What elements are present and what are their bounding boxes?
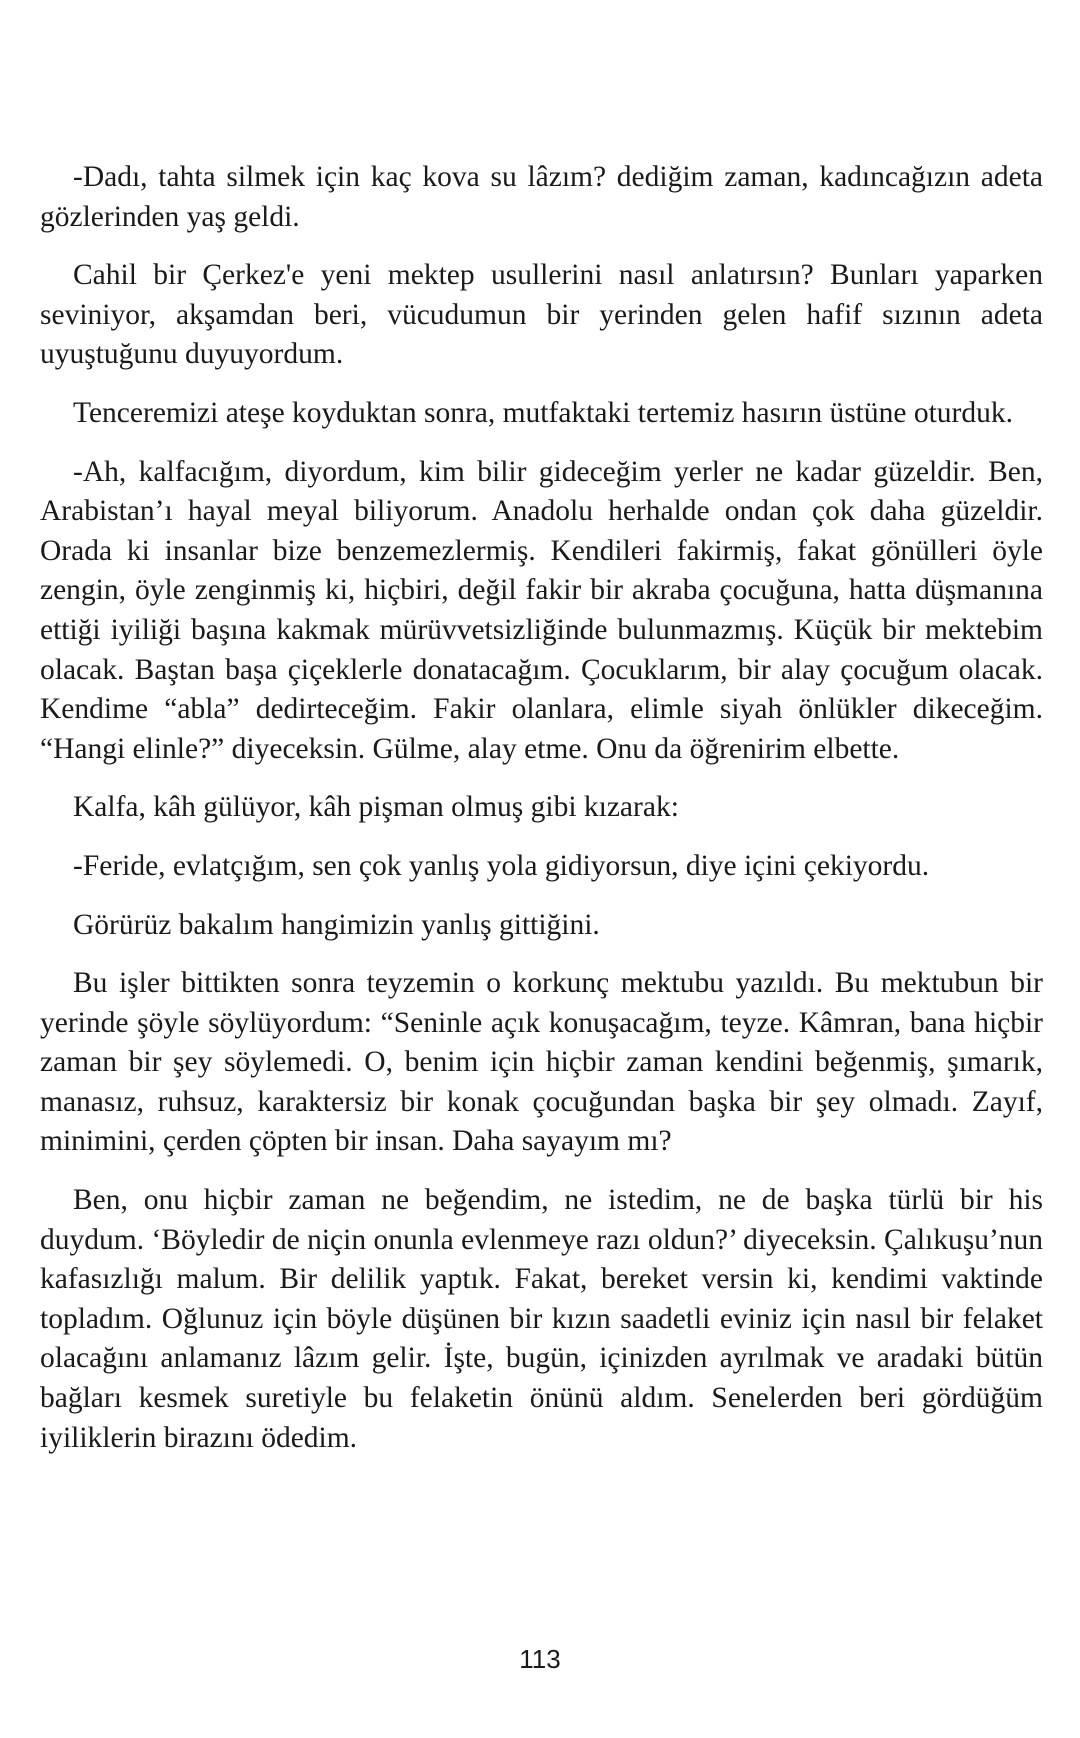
paragraph-2: Cahil bir Çerkez'e yeni mektep usullerini nasıl anlatırsın? Bunları yaparken seviniyor, akşamdan beri, vücudumun bir yerinden gelen hafif sızının adeta uyuştuğunu duyuyordum. — [40, 259, 1043, 371]
paragraph-8: Bu işler bittikten sonra teyzemin o korkunç mektubu yazıldı. Bu mektubun bir yerinde şöyle söylüyordum: “Seninle açık konuşacağım, teyze. Kâmran, bana hiçbir zaman bir şey söylemedi. O, benim için hiçbir zaman kendini beğenmiş, şımarık, manasız, ruhsuz, karaktersiz bir konak çocuğundan başka bir şey olmadı. Zayıf, minimini, çerden çöpten bir insan. Daha sayayım mı? — [40, 967, 1043, 1158]
paragraph-1: -Dadı, tahta silmek için kaç kova su lâzım? dediğim zaman, kadıncağızın adeta gözlerinden yaş geldi. — [40, 161, 1043, 233]
paragraph-3: Tenceremizi ateşe koyduktan sonra, mutfaktaki tertemiz hasırın üstüne oturduk. — [73, 396, 1013, 429]
paragraph-7: Görürüz bakalım hangimizin yanlış gittiğini. — [73, 908, 600, 941]
paragraph-4: -Ah, kalfacığım, diyordum, kim bilir gideceğim yerler ne kadar güzeldir. Ben, Arabistan’ı hayal meyal biliyorum. Anadolu herhalde ondan çok daha güzeldir. Orada ki insanlar bize benzemezlermiş. Kendileri fakirmiş, fakat gönülleri öyle zengin, öyle zenginmiş ki, hiçbiri, değil fakir bir akraba çocuğuna, hatta düşmanına ettiği iyiliği başına kakmak mürüvvetsizliğinde bulunmazmış. Küçük bir mektebim olacak. Baştan başa çiçeklerle donatacağım. Çocuklarım, bir alay çocuğum olacak. Kendime “abla” dedirteceğim. Fakir olanlara, elimle siyah önlükler dikeceğim. “Hangi elinle?” diyeceksin. Gülme, alay etme. Onu da öğrenirim elbette. — [40, 455, 1043, 765]
paragraph-5: Kalfa, kâh gülüyor, kâh pişman olmuş gibi kızarak: — [73, 791, 679, 824]
page-body — [40, 158, 1043, 1477]
paragraph-6: -Feride, evlatçığım, sen çok yanlış yola gidiyorsun, diye içini çekiyordu. — [73, 849, 930, 882]
page-number: 113 — [519, 1644, 561, 1674]
paragraph-9: Ben, onu hiçbir zaman ne beğendim, ne istedim, ne de başka türlü bir his duydum. ‘Böyledir de niçin onunla evlenmeye razı oldun?’ diyeceksin. Çalıkuşu’nun kafasızlığı malum. Bir delilik yaptık. Fakat, bereket versin ki, kendimi vaktinde topladım. Oğlunuz için böyle düşünen bir kızın saadetli eviniz için nasıl bir felaket olacağını anlamanız lâzım gelir. İşte, bugün, içinizden ayrılmak ve aradaki bütün bağları kesmek suretiyle bu felaketin önünü aldım. Senelerden beri gördüğüm iyiliklerin birazını ödedim. — [40, 1184, 1044, 1454]
